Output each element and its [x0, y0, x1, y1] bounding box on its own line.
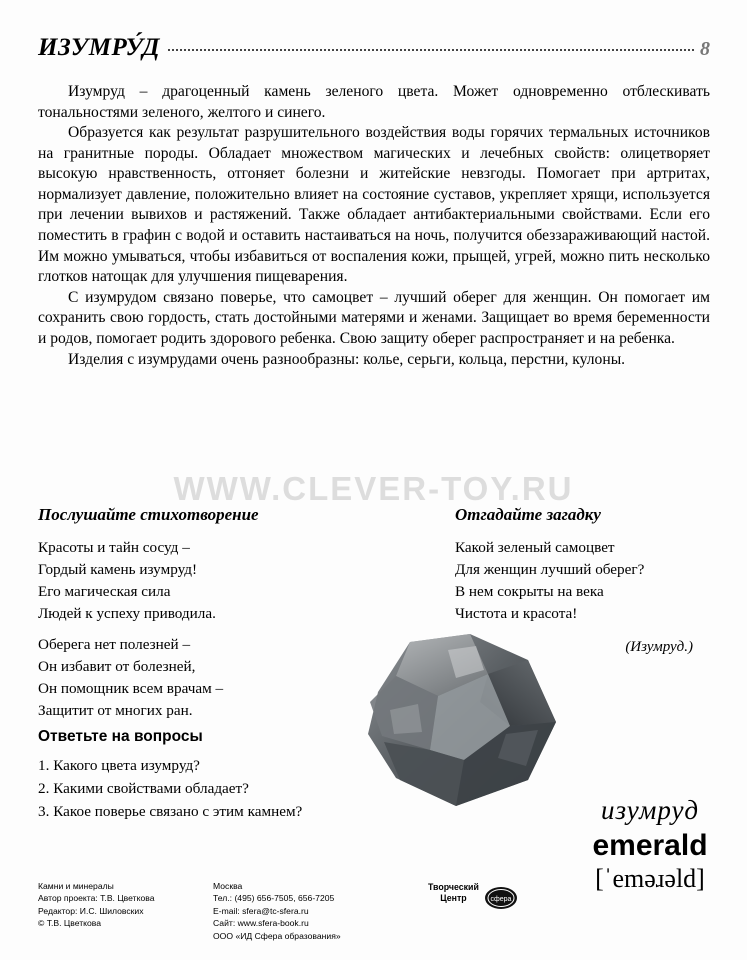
paragraph-4: Изделия с изумрудами очень разнообразны: колье, серьги, кольца, перстни, кулоны. — [68, 350, 626, 368]
paragraph-2: Образуется как результат разрушительного воздействия воды горячих термальных источников на гранитные породы. Обладает множеством магических и лечебных свойств: олицетворяет высокую нравственность, отгоняет болезни и житейские невзгоды. Помогает при артритах, нормализует давление, положительно влияет на состояние суставов, укрепляет хрящи, используется при лечении вывихов и растяжений. Также обладает антибактериальными свойствами. Если его поместить в графин с водой и оставить настаиваться на ночь, получится обеззараживающий настой. Им можно умываться, чтобы избавиться от воспаления кожи, прыщей, угрей, можно пить несколько глотков натощак для улучшения пищеварения. — [38, 124, 710, 286]
poem-section — [38, 505, 338, 722]
footer-line: E-mail: sfera@tc-sfera.ru — [213, 905, 309, 916]
footer-line: Москва — [213, 881, 243, 891]
publisher-name — [428, 880, 479, 903]
poem-line: Защитит от многих ран. — [38, 702, 193, 720]
paragraph-1: Изумруд – драгоценный камень зеленого цвета. Может одновременно отблескивать тональностями зеленого, желтого и синего. — [38, 83, 710, 121]
publisher-name-line-2: Центр — [440, 892, 467, 903]
footer — [38, 880, 598, 942]
header-dot-leader — [168, 43, 694, 51]
riddle-answer: (Изумруд.) — [625, 639, 693, 656]
watermark: WWW.CLEVER-TOY.RU — [173, 470, 574, 507]
poem-stanza-gap — [38, 625, 338, 634]
poem-line: Он избавит от болезней, — [38, 658, 196, 676]
page-title: ИЗУМРУ́Д — [38, 34, 160, 61]
poem-line: Его магическая сила — [38, 583, 171, 601]
poem-line: Людей к успеху приводила. — [38, 605, 216, 623]
poem-line: Гордый камень изумруд! — [38, 561, 198, 579]
riddle-line: Какой зеленый самоцвет — [455, 539, 615, 556]
question-item: 3. Какое поверье связано с этим камнем? — [38, 802, 303, 820]
page-header — [38, 34, 710, 62]
word-russian: изумруд — [600, 795, 700, 825]
footer-line: ООО «ИД Сфера образования» — [213, 930, 341, 941]
poem-line: Красоты и тайн сосуд – — [38, 539, 190, 556]
footer-contacts — [213, 880, 428, 942]
footer-line: Автор проекта: Т.В. Цветкова — [38, 893, 155, 904]
questions-section — [38, 728, 368, 823]
footer-line: Камни и минералы — [38, 881, 114, 891]
footer-line: © Т.В. Цветкова — [38, 918, 102, 929]
word-english: emerald — [592, 829, 708, 862]
riddle-title: Отгадайте загадку — [455, 505, 601, 524]
riddle-line: В нем сокрыты на века — [455, 583, 604, 601]
publisher-logo — [428, 880, 578, 942]
footer-line: Тел.: (495) 656-7505, 656-7205 — [213, 893, 335, 904]
paragraph-3: С изумрудом связано поверье, что самоцвет – лучший оберег для женщин. Он помогает им сохранить свою гордость, стать достойными матерями и женами. Защищает во время беременности и родов, помогает родить здорового ребенка. Свою защиту оберег распространяет и на ребенка. — [38, 288, 710, 347]
article-body — [38, 82, 710, 370]
sfera-logo-icon — [484, 886, 518, 913]
poem-title: Послушайте стихотворение — [38, 505, 259, 524]
poem-line: Оберега нет полезней – — [38, 636, 191, 654]
footer-credits — [38, 880, 213, 942]
footer-line: Редактор: И.С. Шиловских — [38, 905, 144, 916]
publisher-name-line-1: Творческий — [428, 882, 479, 892]
emerald-stone-photo — [360, 630, 570, 810]
poem-line: Он помощник всем врачам – — [38, 680, 224, 698]
riddle-line: Для женщин лучший оберег? — [455, 561, 645, 579]
svg-text:сфера: сфера — [490, 896, 512, 903]
footer-line: Сайт: www.sfera-book.ru — [213, 918, 309, 929]
questions-title: Ответьте на вопросы — [38, 728, 203, 745]
page-number: 8 — [700, 38, 710, 60]
question-item: 2. Какими свойствами обладает? — [38, 779, 249, 797]
word-transcription: [ˈeməɹəld] — [595, 864, 705, 893]
riddle-line: Чистота и красота! — [455, 605, 578, 623]
question-item: 1. Какого цвета изумруд? — [38, 757, 200, 774]
